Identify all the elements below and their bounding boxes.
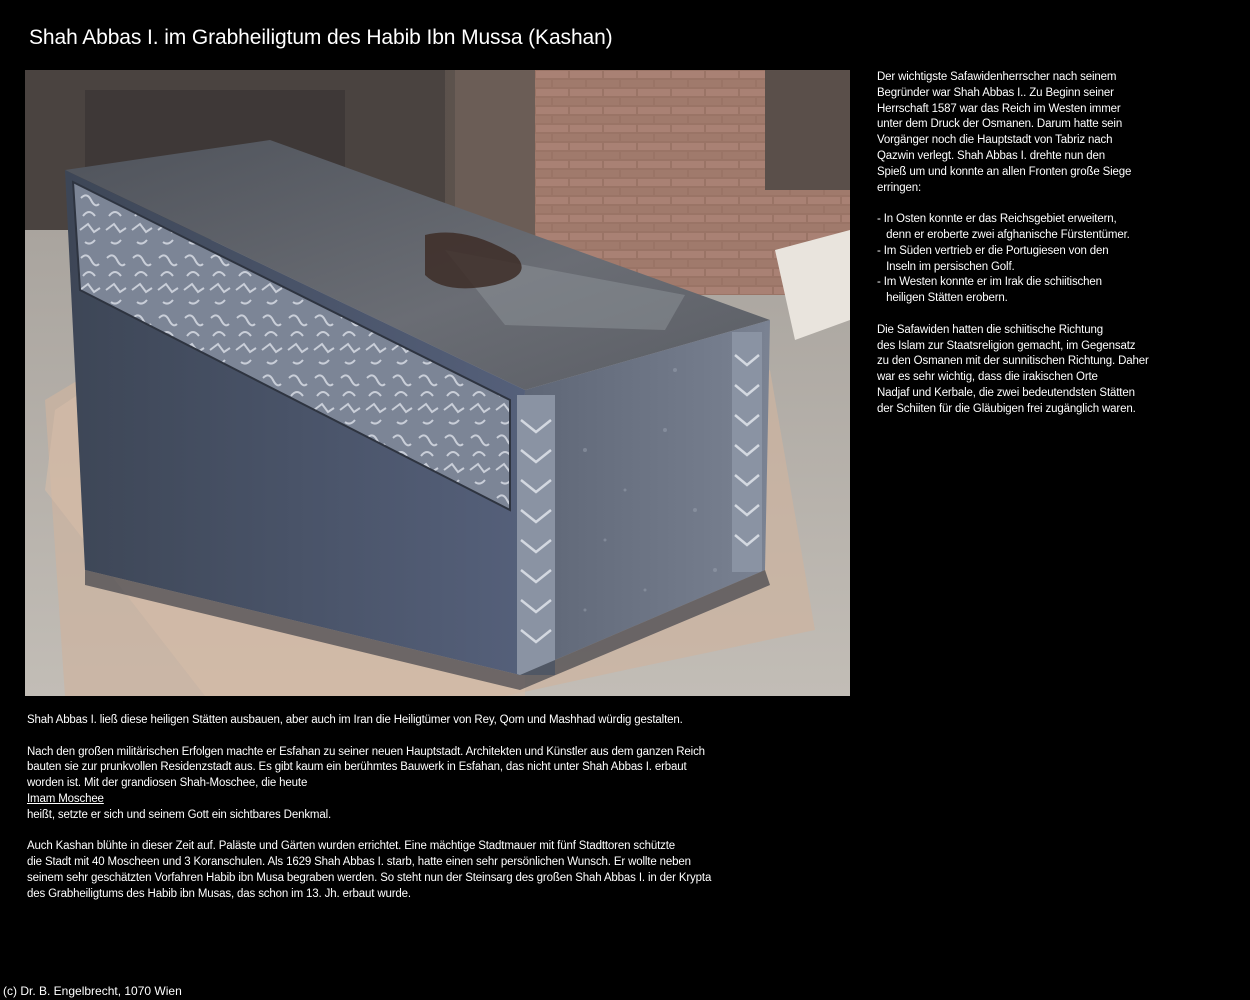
side-p3-line: Nadjaf und Kerbale, die zwei bedeutendsten Stätten [877, 386, 1135, 399]
side-p3-line: des Islam zur Staatsreligion gemacht, im Gegensatz [877, 339, 1136, 352]
main-p3-line: Auch Kashan blühte in dieser Zeit auf. Paläste und Gärten wurden errichtet. Eine mächtige Stadtmauer mit fünf Stadttoren schützte [27, 840, 676, 853]
imam-moschee-link[interactable]: Imam Moschee [27, 792, 104, 805]
side-paragraph-1 [877, 70, 1217, 196]
copyright-notice: (c) Dr. B. Engelbrecht, 1070 Wien [3, 984, 182, 998]
side-p1-line: Qazwin verlegt. Shah Abbas I. drehte nun den [877, 149, 1106, 162]
side-p3-line: war es sehr wichtig, dass die irakischen Orte [877, 371, 1098, 384]
page-title: Shah Abbas I. im Grabheiligtum des Habib Ibn Mussa (Kashan) [29, 26, 613, 49]
side-p2-line: - Im Westen konnte er im Irak die schiitischen [877, 276, 1102, 289]
paragraph-gap [877, 196, 1217, 212]
main-paragraph-1: Shah Abbas I. ließ diese heiligen Stätten ausbauen, aber auch im Iran die Heiligtümer von Rey, Qom und Mashhad würdig gestalten. [27, 714, 683, 726]
side-p2-line: - Im Süden vertrieb er die Portugiesen von den [877, 244, 1109, 257]
side-p1-line: Der wichtigste Safawidenherrscher nach seinem [877, 71, 1117, 83]
main-p3-line: seinem sehr geschätzten Vorfahren Habib ibn Musa begraben werden. So steht nun der Steinsarg des großen Shah Abbas I. in der Krypta [27, 871, 712, 884]
side-p3-line: der Schiiten für die Gläubigen frei zugänglich waren. [877, 402, 1136, 415]
side-p3-line: Die Safawiden hatten die schiitische Richtung [877, 323, 1103, 336]
main-p2-line: bauten sie zur prunkvollen Residenzstadt aus. Es gibt kaum ein berühmtes Bauwerk in Esfahan, das nicht unter Shah Abbas I. erbaut [27, 761, 687, 774]
side-p1-line: Vorgänger noch die Hauptstadt von Tabriz nach [877, 134, 1113, 147]
side-p1-line: erringen: [877, 181, 922, 194]
side-paragraph-3 [877, 323, 1217, 418]
paragraph-gap [27, 729, 827, 745]
side-p2-line: denn er eroberte zwei afghanische Fürstentümer. [877, 228, 1130, 241]
sarcophagus-photo [25, 70, 850, 696]
paragraph-gap [877, 307, 1217, 323]
main-p3-line: des Grabheiligtums des Habib ibn Musas, das schon im 13. Jh. erbaut wurde. [27, 887, 411, 900]
main-p2-line: Nach den großen militärischen Erfolgen machte er Esfahan zu seiner neuen Hauptstadt. Architekten und Künstler aus dem ganzen Reich [27, 745, 705, 758]
main-p2-line: heißt, setzte er sich und seinem Gott ein sichtbares Denkmal. [27, 808, 332, 821]
side-p1-line: Herrschaft 1587 war das Reich im Westen immer [877, 102, 1121, 115]
main-p3-line: die Stadt mit 40 Moscheen und 3 Koranschulen. Als 1629 Shah Abbas I. starb, hatte einen sehr persönlichen Wunsch. Er wollte neben [27, 856, 691, 869]
side-p2-line: Inseln im persischen Golf. [877, 260, 1015, 273]
side-p2-line: - In Osten konnte er das Reichsgebiet erweitern, [877, 213, 1117, 226]
main-paragraph-3 [27, 839, 827, 902]
side-p2-line: heiligen Stätten erobern. [877, 292, 1008, 305]
main-p2-line: worden ist. Mit der grandiosen Shah-Moschee, die heute [27, 777, 308, 790]
main-text [27, 713, 827, 903]
side-p3-line: zu den Osmanen mit der sunnitischen Richtung. Daher [877, 355, 1149, 368]
side-paragraph-2 [877, 212, 1217, 307]
side-p1-line: Spieß um und konnte an allen Fronten große Siege [877, 165, 1132, 178]
side-text [877, 70, 1217, 418]
side-p1-line: Begründer war Shah Abbas I.. Zu Beginn seiner [877, 86, 1114, 99]
side-p1-line: unter dem Druck der Osmanen. Darum hatte sein [877, 118, 1123, 131]
paragraph-gap [27, 824, 827, 840]
main-paragraph-2 [27, 745, 827, 824]
